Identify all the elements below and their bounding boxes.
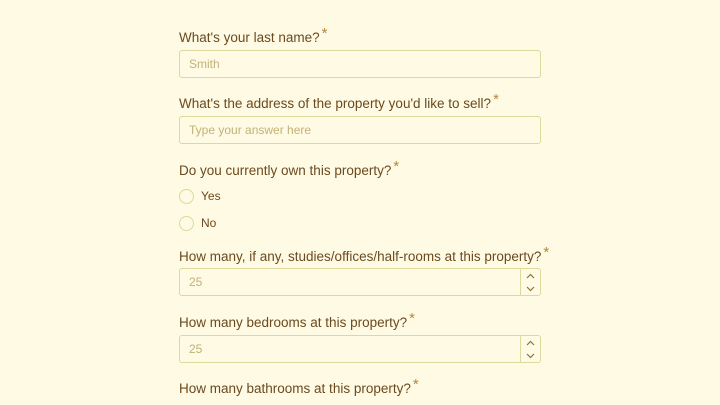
radio-label-no: No (201, 216, 217, 230)
question-address (179, 91, 499, 112)
required-asterisk: * (543, 244, 550, 261)
question-bathrooms (179, 376, 419, 397)
bedrooms-number-field[interactable] (179, 335, 541, 363)
last-name-field[interactable] (179, 50, 541, 78)
last-name-input[interactable] (189, 51, 509, 77)
radio-label-yes: Yes (201, 189, 221, 203)
address-input[interactable] (189, 117, 509, 143)
chevron-up-icon[interactable] (521, 269, 540, 282)
chevron-down-icon[interactable] (521, 349, 540, 362)
radio-button-no[interactable] (179, 216, 194, 231)
question-label: How many bathrooms at this property? (179, 381, 411, 396)
question-label: What's the address of the property you'd like to sell? (179, 96, 492, 111)
studies-stepper[interactable] (520, 269, 540, 295)
required-asterisk: * (412, 376, 419, 393)
required-asterisk: * (409, 310, 415, 327)
radio-button-yes[interactable] (179, 189, 194, 204)
question-last-name (179, 25, 328, 46)
address-field[interactable] (179, 116, 541, 144)
question-label: How many bedrooms at this property? (179, 315, 408, 330)
radio-option-no[interactable] (179, 214, 216, 232)
question-label: What's your last name? (179, 30, 320, 45)
radio-option-yes[interactable] (179, 187, 221, 205)
question-label: How many, if any, studies/offices/half-rooms at this property? (179, 249, 542, 264)
bedrooms-input[interactable] (189, 336, 509, 362)
chevron-down-icon[interactable] (521, 282, 540, 295)
question-label: Do you currently own this property? (179, 163, 392, 178)
studies-number-field[interactable] (179, 268, 541, 296)
required-asterisk: * (493, 91, 499, 108)
required-asterisk: * (393, 158, 400, 175)
question-studies (179, 244, 550, 265)
required-asterisk: * (321, 25, 328, 42)
question-bedrooms (179, 310, 415, 331)
studies-input[interactable] (189, 269, 509, 295)
chevron-up-icon[interactable] (521, 336, 540, 349)
bedrooms-stepper[interactable] (520, 336, 540, 362)
question-own-property (179, 158, 400, 179)
